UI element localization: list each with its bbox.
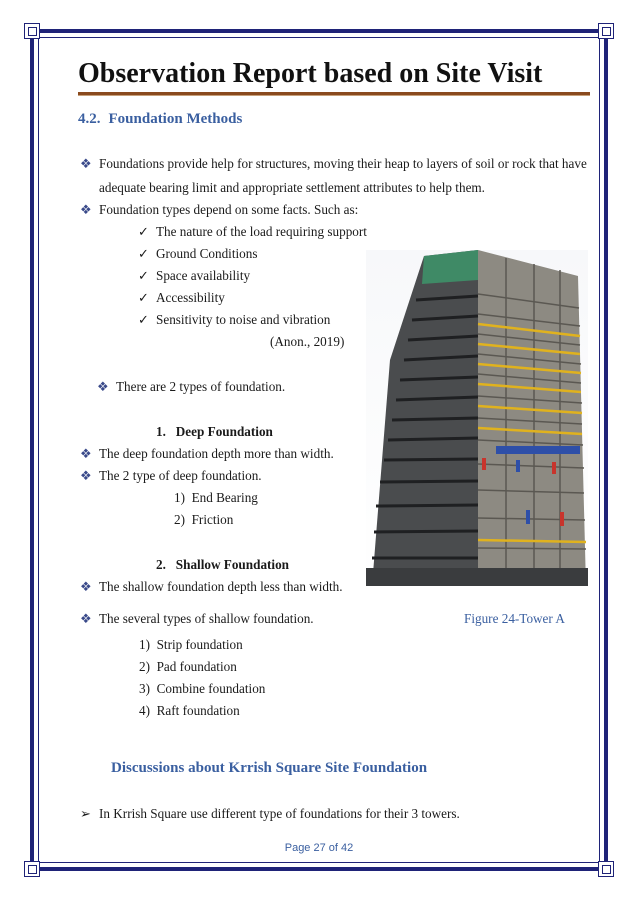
check-mark-icon: ✓ xyxy=(138,224,150,239)
section-heading xyxy=(78,111,242,128)
subheading-deep-foundation: 1. Deep Foundation xyxy=(156,424,273,439)
list-item-continuation: adequate bearing limit and appropriate settlement attributes to help them. xyxy=(99,180,485,195)
numbered-item: 2) Friction xyxy=(174,512,234,527)
list-item: ➢ In Krrish Square use different type of foundations for their 3 towers. xyxy=(80,806,460,821)
figure-caption: Figure 24-Tower A xyxy=(464,611,565,626)
check-mark-icon: ✓ xyxy=(138,268,150,283)
diamond-bullet-icon: ❖ xyxy=(80,202,92,217)
check-item: ✓ The nature of the load requiring support xyxy=(138,224,367,239)
check-mark-icon: ✓ xyxy=(138,312,150,327)
title-underline xyxy=(78,92,590,96)
list-item: ❖ The deep foundation depth more than width. xyxy=(80,446,334,461)
check-item: ✓ Accessibility xyxy=(138,290,225,305)
diamond-bullet-icon: ❖ xyxy=(80,579,92,594)
list-item: ❖ The 2 type of deep foundation. xyxy=(80,468,262,483)
diamond-bullet-icon: ❖ xyxy=(80,446,92,461)
check-mark-icon: ✓ xyxy=(138,246,150,261)
tower-a-photo xyxy=(366,250,588,586)
citation: (Anon., 2019) xyxy=(270,334,345,349)
check-item: ✓ Sensitivity to noise and vibration xyxy=(138,312,331,327)
corner-ornament-icon xyxy=(24,861,40,877)
numbered-item: 1) Strip foundation xyxy=(139,637,243,652)
subheading-shallow-foundation: 2. Shallow Foundation xyxy=(156,557,290,572)
list-item: ❖ Foundation types depend on some facts. Such as: xyxy=(80,202,359,217)
discussion-heading: Discussions about Krrish Square Site Foundation xyxy=(111,760,428,776)
arrow-bullet-icon: ➢ xyxy=(80,806,92,821)
diamond-bullet-icon: ❖ xyxy=(97,379,109,394)
numbered-item: 3) Combine foundation xyxy=(139,681,266,696)
numbered-item: 2) Pad foundation xyxy=(139,659,237,674)
list-item: ❖ The shallow foundation depth less than width. xyxy=(80,579,343,594)
check-mark-icon: ✓ xyxy=(138,290,150,305)
numbered-item: 1) End Bearing xyxy=(174,490,258,505)
list-item: ❖ Foundations provide help for structures, moving their heap to layers of soil or rock that have xyxy=(80,156,587,171)
page-title: Observation Report based on Site Visit xyxy=(78,58,543,89)
check-item: ✓ Ground Conditions xyxy=(138,246,258,261)
list-item: ❖ The several types of shallow foundation. xyxy=(80,611,314,626)
corner-ornament-icon xyxy=(24,23,40,39)
check-item: ✓ Space availability xyxy=(138,268,251,283)
diamond-bullet-icon: ❖ xyxy=(80,468,92,483)
corner-ornament-icon xyxy=(598,23,614,39)
section-title: Foundation Methods xyxy=(108,111,243,127)
diamond-bullet-icon: ❖ xyxy=(80,156,92,171)
numbered-item: 4) Raft foundation xyxy=(139,703,240,718)
list-item: ❖ There are 2 types of foundation. xyxy=(97,379,286,394)
diamond-bullet-icon: ❖ xyxy=(80,611,92,626)
section-number: 4.2. xyxy=(78,111,101,127)
page-number-footer: Page 27 of 42 xyxy=(284,842,354,854)
corner-ornament-icon xyxy=(598,861,614,877)
